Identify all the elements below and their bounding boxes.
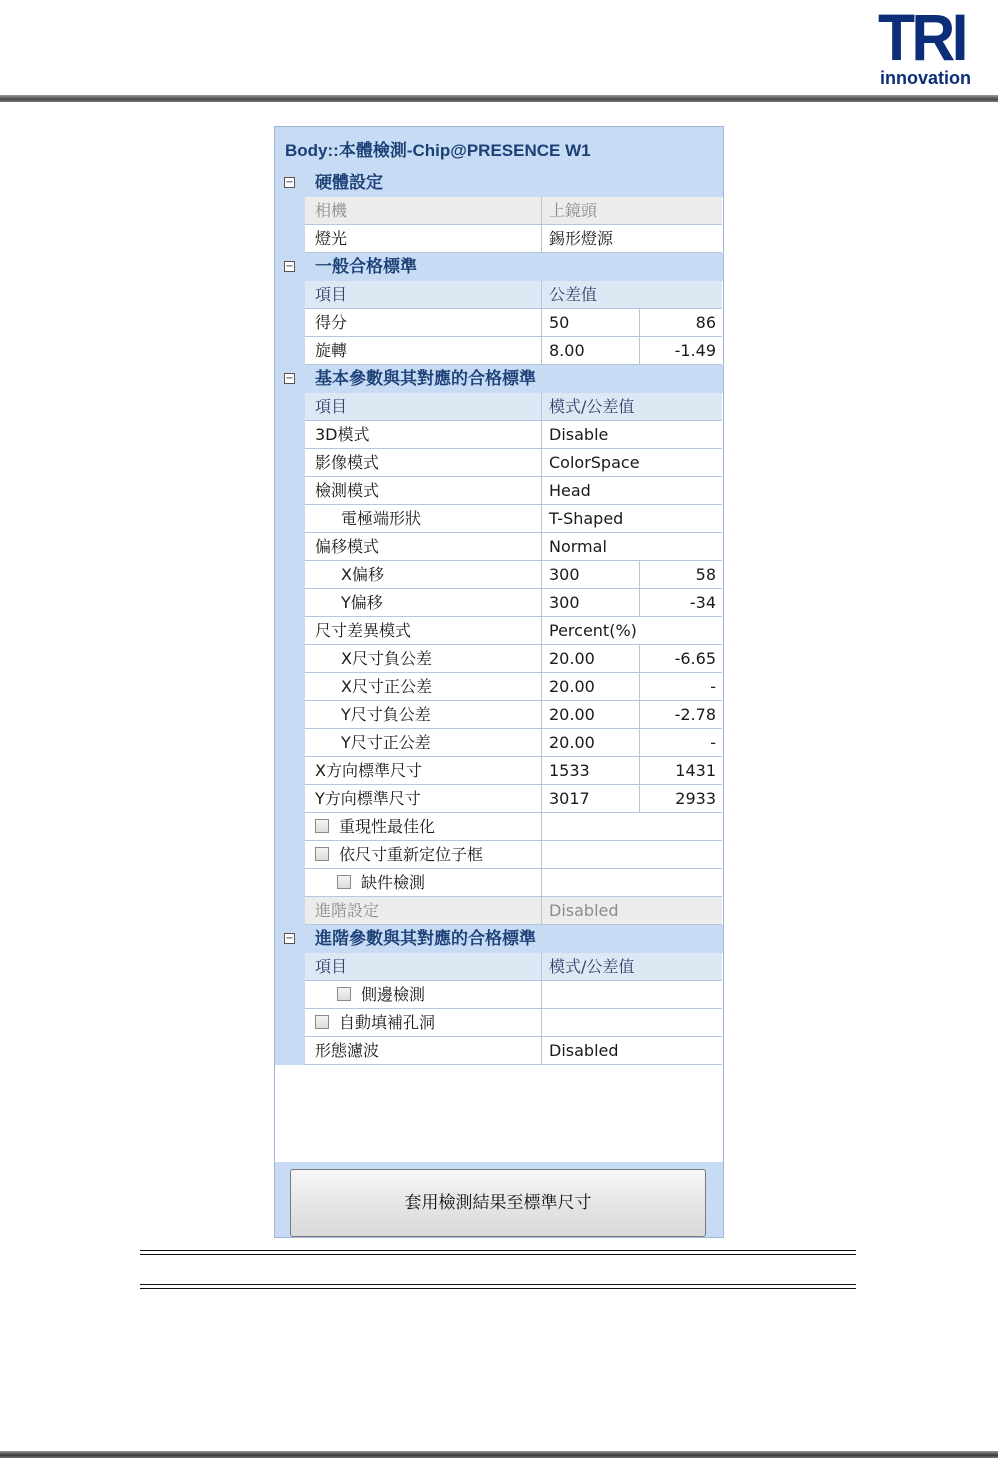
measured-value-cell: -: [710, 733, 716, 752]
property-name: 影像模式: [315, 453, 380, 472]
checkbox[interactable]: [337, 875, 351, 889]
property-row[interactable]: [305, 617, 722, 645]
measured-value-cell: -34: [689, 593, 716, 612]
property-name-cell: [305, 1037, 542, 1064]
measured-value-cell: 86: [695, 313, 716, 332]
measured-value-cell: -1.49: [674, 341, 716, 360]
property-name-cell: [305, 477, 542, 504]
property-value-cell[interactable]: [542, 813, 722, 840]
property-value-cell: 上鏡頭: [549, 201, 598, 220]
property-name-cell: [305, 729, 542, 756]
property-row[interactable]: [305, 337, 722, 365]
property-name: 重現性最佳化: [339, 817, 436, 836]
property-row[interactable]: [305, 813, 722, 841]
property-name: 檢測模式: [315, 481, 380, 500]
property-value-cell[interactable]: 300: [542, 589, 640, 616]
property-row[interactable]: [305, 225, 722, 253]
property-value-cell[interactable]: 20.00: [542, 729, 640, 756]
grid-column-header-row: [305, 953, 722, 981]
property-name-cell: [305, 533, 542, 560]
property-value-cell[interactable]: T-Shaped: [549, 509, 624, 528]
property-grid-panel: [274, 126, 724, 1238]
checkbox[interactable]: [315, 1015, 329, 1029]
category-header[interactable]: [275, 925, 723, 953]
property-name: 進階設定: [315, 901, 380, 920]
caption-rule-bottom-double: [140, 1288, 856, 1289]
property-name: Y尺寸負公差: [341, 705, 431, 724]
property-name-cell: [305, 393, 542, 420]
property-name-cell: [305, 617, 542, 644]
property-row[interactable]: [305, 701, 722, 729]
property-value-cell[interactable]: 錫形燈源: [549, 229, 614, 248]
property-name: 3D模式: [315, 425, 370, 444]
property-row[interactable]: [305, 757, 722, 785]
property-name-cell: [305, 785, 542, 812]
property-row[interactable]: [305, 561, 722, 589]
caption-rule-bottom: [140, 1284, 856, 1285]
property-name-cell: [305, 589, 542, 616]
property-name: X偏移: [341, 565, 384, 584]
collapse-icon[interactable]: −: [285, 177, 294, 188]
property-name-cell: [305, 505, 542, 532]
property-name-cell: [305, 1009, 542, 1036]
category-label: 基本參數與其對應的合格標準: [315, 369, 536, 389]
measured-value-cell: 2933: [675, 789, 716, 808]
property-value-cell[interactable]: [542, 981, 722, 1008]
property-value-cell[interactable]: 50: [542, 309, 640, 336]
property-row[interactable]: [305, 589, 722, 617]
footer-rule: [0, 1451, 998, 1458]
property-name-cell: [305, 981, 542, 1008]
collapse-icon[interactable]: −: [285, 933, 294, 944]
property-value-cell: Disabled: [549, 901, 619, 920]
grid-column-header-row: [305, 393, 722, 421]
property-name-cell: [305, 757, 542, 784]
checkbox[interactable]: [337, 987, 351, 1001]
property-name-cell: [305, 561, 542, 588]
property-name-cell: [305, 281, 542, 308]
property-name-cell: [305, 897, 542, 924]
property-name: 燈光: [315, 229, 348, 248]
property-value-cell[interactable]: Normal: [549, 537, 607, 556]
property-name: 電極端形狀: [341, 509, 422, 528]
property-value-cell: 模式/公差值: [549, 397, 635, 416]
property-name: X方向標準尺寸: [315, 761, 422, 780]
property-name-cell: [305, 337, 542, 364]
property-name-cell: [305, 449, 542, 476]
header-rule: [0, 95, 998, 102]
property-value-cell[interactable]: ColorSpace: [549, 453, 640, 472]
property-name: 項目: [315, 957, 348, 976]
property-name: 得分: [315, 313, 348, 332]
property-row[interactable]: [305, 421, 722, 449]
property-row[interactable]: [305, 1037, 722, 1065]
category-header[interactable]: [275, 365, 723, 393]
logo-subtitle: innovation: [880, 68, 971, 88]
property-row[interactable]: [305, 309, 722, 337]
property-name: 偏移模式: [315, 537, 380, 556]
grid-column-header-row: [305, 281, 722, 309]
category-header[interactable]: [275, 169, 723, 197]
property-value-cell[interactable]: [542, 869, 722, 896]
property-name: 項目: [315, 285, 348, 304]
property-row[interactable]: [305, 785, 722, 813]
row-gutter: [275, 197, 305, 253]
property-value-cell[interactable]: 3017: [542, 785, 640, 812]
property-name: 自動填補孔洞: [339, 1013, 436, 1032]
property-row[interactable]: [305, 841, 722, 869]
caption-rule-top-double: [140, 1254, 856, 1255]
row-gutter: [275, 953, 305, 1065]
property-name-cell: [305, 421, 542, 448]
property-name: 相機: [315, 201, 348, 220]
property-value-cell[interactable]: Percent(%): [549, 621, 637, 640]
property-name-cell: [305, 841, 542, 868]
category-label: 一般合格標準: [315, 257, 417, 277]
property-value-cell[interactable]: 1533: [542, 757, 640, 784]
property-row[interactable]: [305, 673, 722, 701]
checkbox[interactable]: [315, 819, 329, 833]
property-name-cell: [305, 197, 542, 224]
collapse-icon[interactable]: −: [285, 261, 294, 272]
property-name-cell: [305, 701, 542, 728]
property-row[interactable]: [305, 533, 722, 561]
panel-title: Body::本體檢測-Chip@PRESENCE W1: [275, 133, 723, 169]
property-value-cell[interactable]: Disable: [549, 425, 609, 444]
property-name: X尺寸負公差: [341, 649, 432, 668]
caption-rule-top: [140, 1250, 856, 1251]
property-value-cell[interactable]: 8.00: [542, 337, 640, 364]
checkbox[interactable]: [315, 847, 329, 861]
property-name: Y方向標準尺寸: [315, 789, 421, 808]
property-name-cell: [305, 645, 542, 672]
property-value-cell[interactable]: 20.00: [542, 645, 640, 672]
property-value-cell[interactable]: Head: [549, 481, 591, 500]
property-row[interactable]: [305, 981, 722, 1009]
property-name: X尺寸正公差: [341, 677, 432, 696]
property-value-cell[interactable]: Disabled: [549, 1041, 619, 1060]
property-name: 尺寸差異模式: [315, 621, 412, 640]
property-row[interactable]: [305, 505, 722, 533]
property-name: 形態濾波: [315, 1041, 380, 1060]
property-value-cell[interactable]: 20.00: [542, 701, 640, 728]
property-row[interactable]: [305, 477, 722, 505]
apply-to-standard-size-button[interactable]: 套用檢測結果至標準尺寸: [290, 1169, 706, 1237]
property-value-cell: 公差值: [549, 285, 598, 304]
property-name: Y尺寸正公差: [341, 733, 431, 752]
property-row[interactable]: [305, 645, 722, 673]
property-name-cell: [305, 869, 542, 896]
property-name-cell: [305, 309, 542, 336]
measured-value-cell: -2.78: [674, 705, 716, 724]
category-label: 硬體設定: [315, 173, 383, 193]
property-name: 旋轉: [315, 341, 348, 360]
property-value-cell[interactable]: 20.00: [542, 673, 640, 700]
property-value-cell[interactable]: [542, 841, 722, 868]
property-name: 缺件檢測: [361, 873, 426, 892]
measured-value-cell: 58: [695, 565, 716, 584]
row-gutter: [275, 393, 305, 925]
property-name-cell: [305, 673, 542, 700]
property-row[interactable]: [305, 197, 722, 225]
property-value-cell[interactable]: 300: [542, 561, 640, 588]
row-gutter: [275, 281, 305, 365]
logo-letters: TRI: [878, 0, 965, 74]
property-value-cell[interactable]: [542, 1009, 722, 1036]
measured-value-cell: -6.65: [674, 649, 716, 668]
property-name-cell: [305, 225, 542, 252]
property-name-cell: [305, 953, 542, 980]
property-row[interactable]: [305, 1009, 722, 1037]
property-row[interactable]: [305, 869, 722, 897]
property-name: Y偏移: [341, 593, 383, 612]
property-row[interactable]: [305, 449, 722, 477]
category-label: 進階參數與其對應的合格標準: [315, 929, 536, 949]
collapse-icon[interactable]: −: [285, 373, 294, 384]
measured-value-cell: 1431: [675, 761, 716, 780]
measured-value-cell: -: [710, 677, 716, 696]
property-row[interactable]: [305, 897, 722, 925]
property-row[interactable]: [305, 729, 722, 757]
property-name: 依尺寸重新定位子框: [339, 845, 484, 864]
property-name: 項目: [315, 397, 348, 416]
tri-innovation-logo: [872, 0, 996, 90]
property-name: 側邊檢測: [361, 985, 426, 1004]
property-value-cell: 模式/公差值: [549, 957, 635, 976]
category-header[interactable]: [275, 253, 723, 281]
property-name-cell: [305, 813, 542, 840]
